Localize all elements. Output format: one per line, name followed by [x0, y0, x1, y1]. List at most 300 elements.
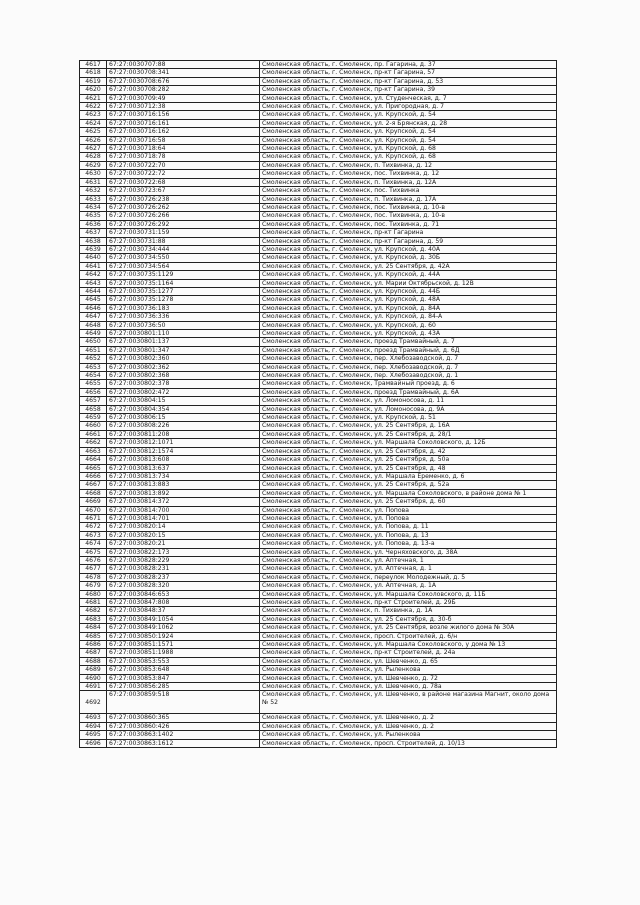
table-row [80, 262, 557, 270]
table-row [80, 548, 557, 556]
cadastral-number-cell: 67:27:0030846:653 [107, 590, 260, 598]
row-number-cell: 4664 [80, 456, 107, 464]
table-row [80, 111, 557, 119]
cadastral-number-cell: 67:27:0030716:58 [107, 136, 260, 144]
row-number-cell: 4672 [80, 523, 107, 531]
table-row [80, 481, 557, 489]
registry-table [79, 60, 557, 748]
cadastral-number-cell: 67:27:0030811:208 [107, 430, 260, 438]
row-number-cell: 4620 [80, 86, 107, 94]
row-number-cell: 4655 [80, 380, 107, 388]
row-number-cell: 4677 [80, 565, 107, 573]
row-number-cell: 4684 [80, 624, 107, 632]
table-row [80, 61, 557, 69]
address-cell: Смоленская область, г. Смоленск, ул. Шевченко, в районе магазина Магнит, около дома № 52 [260, 691, 557, 714]
table-row [80, 649, 557, 657]
address-cell: Смоленская область, г. Смоленск, ул. Рыленкова [260, 731, 557, 739]
cadastral-number-cell: 67:27:0030849:1062 [107, 624, 260, 632]
address-cell: Смоленская область, г. Смоленск, ул. Аптечная, 1 [260, 556, 557, 564]
table-row [80, 86, 557, 94]
row-number-cell: 4644 [80, 287, 107, 295]
address-cell: Смоленская область, г. Смоленск, Трамвайный проезд, д. 6 [260, 380, 557, 388]
address-cell: Смоленская область, г. Смоленск, ул. 25 Сентября, д. 42 [260, 447, 557, 455]
address-cell: Смоленская область, г. Смоленск, ул. 25 Сентября, д. 52а [260, 481, 557, 489]
table-row [80, 691, 557, 714]
table-row [80, 195, 557, 203]
cadastral-number-cell: 67:27:0030731:88 [107, 237, 260, 245]
row-number-cell: 4629 [80, 161, 107, 169]
row-number-cell: 4630 [80, 170, 107, 178]
row-number-cell: 4689 [80, 666, 107, 674]
table-row [80, 582, 557, 590]
address-cell: Смоленская область, г. Смоленск, пос. Тихвинка [260, 187, 557, 195]
table-row [80, 145, 557, 153]
cadastral-number-cell: 67:27:0030722:70 [107, 161, 260, 169]
address-cell: Смоленская область, г. Смоленск, ул. Ломоносова, д. 11 [260, 397, 557, 405]
address-cell: Смоленская область, г. Смоленск, пр-кт Строителей, д. 29Б [260, 599, 557, 607]
cadastral-number-cell: 67:27:0030853:847 [107, 674, 260, 682]
address-cell: Смоленская область, г. Смоленск, ул. Крупской, д. 60 [260, 321, 557, 329]
address-cell: Смоленская область, г. Смоленск, ул. Крупской, д. 43А [260, 330, 557, 338]
table-row [80, 739, 557, 747]
row-number-cell: 4631 [80, 178, 107, 186]
table-row [80, 599, 557, 607]
cadastral-number-cell: 67:27:0030804:354 [107, 405, 260, 413]
cadastral-number-cell: 67:27:0030723:67 [107, 187, 260, 195]
table-row [80, 624, 557, 632]
cadastral-number-cell: 67:27:0030735:1277 [107, 287, 260, 295]
table-row [80, 632, 557, 640]
table-row [80, 338, 557, 346]
row-number-cell: 4678 [80, 573, 107, 581]
cadastral-number-cell: 67:27:0030851:1571 [107, 641, 260, 649]
cadastral-number-cell: 67:27:0030735:1278 [107, 296, 260, 304]
address-cell: Смоленская область, г. Смоленск, ул. Крупской, д. 44Б [260, 287, 557, 295]
row-number-cell: 4683 [80, 615, 107, 623]
cadastral-number-cell: 67:27:0030802:368 [107, 372, 260, 380]
address-cell: Смоленская область, г. Смоленск, ул. Маршала Соколовского, в районе дома № 1 [260, 489, 557, 497]
address-cell: Смоленская область, г. Смоленск, п. Тихвинка, д. 12А [260, 178, 557, 186]
row-number-cell: 4632 [80, 187, 107, 195]
address-cell: Смоленская область, г. Смоленск, пр-кт Строителей, д. 24а [260, 649, 557, 657]
address-cell: Смоленская область, г. Смоленск, ул. Черняховского, д. 38А [260, 548, 557, 556]
row-number-cell: 4647 [80, 313, 107, 321]
cadastral-number-cell: 67:27:0030707:88 [107, 61, 260, 69]
address-cell: Смоленская область, г. Смоленск, ул. Марии Октябрьской, д. 12В [260, 279, 557, 287]
address-cell: Смоленская область, г. Смоленск, проезд Трамвайный, д. 6А [260, 388, 557, 396]
table-row [80, 136, 557, 144]
table-row [80, 187, 557, 195]
row-number-cell: 4622 [80, 103, 107, 111]
table-row [80, 506, 557, 514]
address-cell: Смоленская область, г. Смоленск, пр-кт Гагарина [260, 229, 557, 237]
row-number-cell: 4657 [80, 397, 107, 405]
address-cell: Смоленская область, г. Смоленск, ул. Крупской, д. 84А [260, 304, 557, 312]
row-number-cell: 4642 [80, 271, 107, 279]
table-row [80, 153, 557, 161]
address-cell: Смоленская область, г. Смоленск, пр-кт Гагарина, д. 53 [260, 77, 557, 85]
address-cell: Смоленская область, г. Смоленск, ул. 25 Сентября, д. 42А [260, 262, 557, 270]
address-cell: Смоленская область, г. Смоленск, пер. Хлебозаводской, д. 1 [260, 372, 557, 380]
cadastral-number-cell: 67:27:0030820:14 [107, 523, 260, 531]
cadastral-number-cell: 67:27:0030820:21 [107, 540, 260, 548]
address-cell: Смоленская область, г. Смоленск, ул. Аптечная, д. 1 [260, 565, 557, 573]
address-cell: Смоленская область, г. Смоленск, ул. Шевченко, д. 65 [260, 657, 557, 665]
row-number-cell: 4661 [80, 430, 107, 438]
address-cell: Смоленская область, г. Смоленск, ул. 2-я Брянская, д. 28 [260, 119, 557, 127]
address-cell: Смоленская область, г. Смоленск, ул. 25 Сентября, д. 28/1 [260, 430, 557, 438]
row-number-cell: 4633 [80, 195, 107, 203]
row-number-cell: 4659 [80, 414, 107, 422]
address-cell: Смоленская область, г. Смоленск, просп. Строителей, д. 10/13 [260, 739, 557, 747]
table-row [80, 229, 557, 237]
address-cell: Смоленская область, г. Смоленск, ул. Крупской, д. 54 [260, 111, 557, 119]
cadastral-number-cell: 67:27:0030806:15 [107, 414, 260, 422]
address-cell: Смоленская область, г. Смоленск, ул. Крупской, д. 68 [260, 153, 557, 161]
row-number-cell: 4638 [80, 237, 107, 245]
row-number-cell: 4635 [80, 212, 107, 220]
table-row [80, 77, 557, 85]
address-cell: Смоленская область, г. Смоленск, ул. Шевченко, д. 2 [260, 714, 557, 722]
row-number-cell: 4666 [80, 472, 107, 480]
row-number-cell: 4660 [80, 422, 107, 430]
cadastral-number-cell: 67:27:0030734:444 [107, 245, 260, 253]
address-cell: Смоленская область, г. Смоленск, ул. Студенческая, д. 7 [260, 94, 557, 102]
cadastral-number-cell: 67:27:0030726:266 [107, 212, 260, 220]
address-cell: Смоленская область, г. Смоленск, ул. Ломоносова, д. 9А [260, 405, 557, 413]
table-row [80, 346, 557, 354]
table-row [80, 641, 557, 649]
address-cell: Смоленская область, г. Смоленск, ул. 25 Сентября, д. 30-б [260, 615, 557, 623]
address-cell: Смоленская область, г. Смоленск, ул. 25 Сентября, д. 48 [260, 464, 557, 472]
table-row [80, 414, 557, 422]
table-row [80, 119, 557, 127]
address-cell: Смоленская область, г. Смоленск, пос. Тихвинка, д. 10-в [260, 212, 557, 220]
address-cell: Смоленская область, г. Смоленск, ул. Рыленкова [260, 666, 557, 674]
cadastral-number-cell: 67:27:0030853:553 [107, 657, 260, 665]
table-row [80, 212, 557, 220]
table-row [80, 498, 557, 506]
row-number-cell: 4696 [80, 739, 107, 747]
cadastral-number-cell: 67:27:0030822:173 [107, 548, 260, 556]
cadastral-number-cell: 67:27:0030804:15 [107, 397, 260, 405]
row-number-cell: 4680 [80, 590, 107, 598]
cadastral-number-cell: 67:27:0030814:372 [107, 498, 260, 506]
row-number-cell: 4651 [80, 346, 107, 354]
table-row [80, 372, 557, 380]
address-cell: Смоленская область, г. Смоленск, пос. Тихвинка, д. 71 [260, 220, 557, 228]
row-number-cell: 4674 [80, 540, 107, 548]
table-row [80, 397, 557, 405]
address-cell: Смоленская область, г. Смоленск, ул. 25 Сентября, д. 16А [260, 422, 557, 430]
table-row [80, 472, 557, 480]
row-number-cell: 4688 [80, 657, 107, 665]
cadastral-number-cell: 67:27:0030716:161 [107, 119, 260, 127]
table-row [80, 666, 557, 674]
cadastral-number-cell: 67:27:0030813:734 [107, 472, 260, 480]
cadastral-number-cell: 67:27:0030718:64 [107, 145, 260, 153]
row-number-cell: 4687 [80, 649, 107, 657]
table-row [80, 565, 557, 573]
row-number-cell: 4695 [80, 731, 107, 739]
table-row [80, 615, 557, 623]
table-row [80, 464, 557, 472]
table-row [80, 607, 557, 615]
address-cell: Смоленская область, г. Смоленск, ул. Маршала Соколовского, д. 11Б [260, 590, 557, 598]
table-row [80, 714, 557, 722]
table-row [80, 245, 557, 253]
table-row [80, 220, 557, 228]
table-row [80, 722, 557, 730]
table-row [80, 279, 557, 287]
table-row [80, 523, 557, 531]
address-cell: Смоленская область, г. Смоленск, ул. Крупской, д. 40А [260, 245, 557, 253]
row-number-cell: 4648 [80, 321, 107, 329]
cadastral-number-cell: 67:27:0030813:892 [107, 489, 260, 497]
row-number-cell: 4665 [80, 464, 107, 472]
cadastral-number-cell: 67:27:0030849:1054 [107, 615, 260, 623]
table-row [80, 422, 557, 430]
row-number-cell: 4681 [80, 599, 107, 607]
address-cell: Смоленская область, г. Смоленск, ул. Попова, д. 13 [260, 531, 557, 539]
address-cell: Смоленская область, г. Смоленск, ул. Пригородная, д. 7 [260, 103, 557, 111]
cadastral-number-cell: 67:27:0030828:320 [107, 582, 260, 590]
row-number-cell: 4637 [80, 229, 107, 237]
row-number-cell: 4626 [80, 136, 107, 144]
table-row [80, 94, 557, 102]
row-number-cell: 4663 [80, 447, 107, 455]
address-cell: Смоленская область, г. Смоленск, ул. Шевченко, д. 72 [260, 674, 557, 682]
address-cell: Смоленская область, г. Смоленск, п. Тихвинка, д. 17А [260, 195, 557, 203]
table-row [80, 556, 557, 564]
address-cell: Смоленская область, г. Смоленск, ул. Крупской, д. 44А [260, 271, 557, 279]
row-number-cell: 4653 [80, 363, 107, 371]
address-cell: Смоленская область, г. Смоленск, переулок Молодежный, д. 5 [260, 573, 557, 581]
cadastral-number-cell: 67:27:0030820:15 [107, 531, 260, 539]
address-cell: Смоленская область, г. Смоленск, проезд Трамвайный, д. 7 [260, 338, 557, 346]
cadastral-number-cell: 67:27:0030851:1988 [107, 649, 260, 657]
row-number-cell: 4658 [80, 405, 107, 413]
table-row [80, 237, 557, 245]
table-row [80, 573, 557, 581]
cadastral-number-cell: 67:27:0030813:637 [107, 464, 260, 472]
address-cell: Смоленская область, г. Смоленск, ул. Маршала Еременко, д. 6 [260, 472, 557, 480]
row-number-cell: 4690 [80, 674, 107, 682]
table-row [80, 590, 557, 598]
table-row [80, 103, 557, 111]
row-number-cell: 4652 [80, 355, 107, 363]
row-number-cell: 4669 [80, 498, 107, 506]
row-number-cell: 4640 [80, 254, 107, 262]
cadastral-number-cell: 67:27:0030863:1612 [107, 739, 260, 747]
cadastral-number-cell: 67:27:0030813:608 [107, 456, 260, 464]
table-row [80, 531, 557, 539]
row-number-cell: 4617 [80, 61, 107, 69]
address-cell: Смоленская область, г. Смоленск, ул. 25 Сентября, возле жилого дома № 30А [260, 624, 557, 632]
row-number-cell: 4676 [80, 556, 107, 564]
cadastral-number-cell: 67:27:0030716:162 [107, 128, 260, 136]
cadastral-number-cell: 67:27:0030802:378 [107, 380, 260, 388]
table-row [80, 178, 557, 186]
address-cell: Смоленская область, г. Смоленск, ул. Шевченко, д. 2 [260, 722, 557, 730]
row-number-cell: 4623 [80, 111, 107, 119]
cadastral-number-cell: 67:27:0030708:341 [107, 69, 260, 77]
row-number-cell: 4634 [80, 203, 107, 211]
address-cell: Смоленская область, г. Смоленск, пр-кт Гагарина, 39 [260, 86, 557, 94]
cadastral-number-cell: 67:27:0030731:159 [107, 229, 260, 237]
table-row [80, 170, 557, 178]
row-number-cell: 4627 [80, 145, 107, 153]
cadastral-number-cell: 67:27:0030736:183 [107, 304, 260, 312]
row-number-cell: 4618 [80, 69, 107, 77]
address-cell: Смоленская область, г. Смоленск, ул. Крупской, д. 68 [260, 145, 557, 153]
table-row [80, 439, 557, 447]
address-cell: Смоленская область, г. Смоленск, п. Тихвинка, д. 12 [260, 161, 557, 169]
row-number-cell: 4628 [80, 153, 107, 161]
row-number-cell: 4686 [80, 641, 107, 649]
address-cell: Смоленская область, г. Смоленск, просп. Строителей, д. 6/н [260, 632, 557, 640]
cadastral-number-cell: 67:27:0030828:231 [107, 565, 260, 573]
cadastral-number-cell: 67:27:0030736:50 [107, 321, 260, 329]
table-row [80, 405, 557, 413]
cadastral-number-cell: 67:27:0030848:37 [107, 607, 260, 615]
table-row [80, 128, 557, 136]
row-number-cell: 4673 [80, 531, 107, 539]
address-cell: Смоленская область, г. Смоленск, пр-кт Гагарина, д. 59 [260, 237, 557, 245]
row-number-cell: 4694 [80, 722, 107, 730]
table-row [80, 456, 557, 464]
cadastral-number-cell: 67:27:0030709:49 [107, 94, 260, 102]
cadastral-number-cell: 67:27:0030813:883 [107, 481, 260, 489]
table-row [80, 731, 557, 739]
table-row [80, 388, 557, 396]
cadastral-number-cell: 67:27:0030814:700 [107, 506, 260, 514]
address-cell: Смоленская область, г. Смоленск, ул. 25 Сентября, д. 60 [260, 498, 557, 506]
row-number-cell: 4641 [80, 262, 107, 270]
address-cell: Смоленская область, г. Смоленск, пер. Хлебозаводской, д. 7 [260, 355, 557, 363]
cadastral-number-cell: 67:27:0030708:282 [107, 86, 260, 94]
cadastral-number-cell: 67:27:0030734:550 [107, 254, 260, 262]
cadastral-number-cell: 67:27:0030802:360 [107, 355, 260, 363]
address-cell: Смоленская область, г. Смоленск, проезд Трамвайный, д. 6Д [260, 346, 557, 354]
table-row [80, 355, 557, 363]
cadastral-number-cell: 67:27:0030722:72 [107, 170, 260, 178]
address-cell: Смоленская область, г. Смоленск, п. Тихвинка, д. 1А [260, 607, 557, 615]
cadastral-number-cell: 67:27:0030860:426 [107, 722, 260, 730]
cadastral-number-cell: 67:27:0030718:78 [107, 153, 260, 161]
registry-table-body [80, 61, 557, 748]
address-cell: Смоленская область, г. Смоленск, ул. Крупской, д. 51 [260, 414, 557, 422]
row-number-cell: 4650 [80, 338, 107, 346]
cadastral-number-cell: 67:27:0030802:362 [107, 363, 260, 371]
table-row [80, 489, 557, 497]
cadastral-number-cell: 67:27:0030801:347 [107, 346, 260, 354]
address-cell: Смоленская область, г. Смоленск, ул. Попова [260, 506, 557, 514]
cadastral-number-cell: 67:27:0030802:472 [107, 388, 260, 396]
row-number-cell: 4656 [80, 388, 107, 396]
address-cell: Смоленская область, г. Смоленск, пер. Хлебозаводской, д. 7 [260, 363, 557, 371]
row-number-cell: 4670 [80, 506, 107, 514]
cadastral-number-cell: 67:27:0030734:564 [107, 262, 260, 270]
address-cell: Смоленская область, г. Смоленск, пр-кт Гагарина, 57 [260, 69, 557, 77]
table-row [80, 514, 557, 522]
address-cell: Смоленская область, г. Смоленск, ул. Шевченко, д. 78а [260, 683, 557, 691]
address-cell: Смоленская область, г. Смоленск, ул. Крупской, д. 48А [260, 296, 557, 304]
row-number-cell: 4685 [80, 632, 107, 640]
cadastral-number-cell: 67:27:0030722:68 [107, 178, 260, 186]
table-row [80, 296, 557, 304]
row-number-cell: 4667 [80, 481, 107, 489]
table-row [80, 304, 557, 312]
cadastral-number-cell: 67:27:0030801:137 [107, 338, 260, 346]
address-cell: Смоленская область, г. Смоленск, ул. Попова [260, 514, 557, 522]
row-number-cell: 4646 [80, 304, 107, 312]
table-row [80, 363, 557, 371]
row-number-cell: 4679 [80, 582, 107, 590]
row-number-cell: 4675 [80, 548, 107, 556]
cadastral-number-cell: 67:27:0030853:648 [107, 666, 260, 674]
row-number-cell: 4645 [80, 296, 107, 304]
address-cell: Смоленская область, г. Смоленск, пос. Тихвинка, д. 10-в [260, 203, 557, 211]
address-cell: Смоленская область, г. Смоленск, пр. Гагарина, д. 37 [260, 61, 557, 69]
table-row [80, 313, 557, 321]
table-row [80, 254, 557, 262]
address-cell: Смоленская область, г. Смоленск, ул. Маршала Соколовского, у дома № 13 [260, 641, 557, 649]
cadastral-number-cell: 67:27:0030814:701 [107, 514, 260, 522]
cadastral-number-cell: 67:27:0030859:518 [107, 691, 260, 714]
cadastral-number-cell: 67:27:0030801:110 [107, 330, 260, 338]
address-cell: Смоленская область, г. Смоленск, ул. Аптечная, д. 1А [260, 582, 557, 590]
table-row [80, 69, 557, 77]
cadastral-number-cell: 67:27:0030726:262 [107, 203, 260, 211]
cadastral-number-cell: 67:27:0030828:229 [107, 556, 260, 564]
row-number-cell: 4636 [80, 220, 107, 228]
row-number-cell: 4619 [80, 77, 107, 85]
cadastral-number-cell: 67:27:0030708:676 [107, 77, 260, 85]
address-cell: Смоленская область, г. Смоленск, ул. Маршала Соколовского, д. 12Б [260, 439, 557, 447]
table-row [80, 203, 557, 211]
table-row [80, 430, 557, 438]
address-cell: Смоленская область, г. Смоленск, ул. Крупской, д. 54 [260, 136, 557, 144]
cadastral-number-cell: 67:27:0030863:1402 [107, 731, 260, 739]
address-cell: Смоленская область, г. Смоленск, ул. Попова, д. 13-а [260, 540, 557, 548]
cadastral-number-cell: 67:27:0030847:808 [107, 599, 260, 607]
cadastral-number-cell: 67:27:0030735:1129 [107, 271, 260, 279]
address-cell: Смоленская область, г. Смоленск, пос. Тихвинка, д. 12 [260, 170, 557, 178]
row-number-cell: 4625 [80, 128, 107, 136]
cadastral-number-cell: 67:27:0030860:365 [107, 714, 260, 722]
address-cell: Смоленская область, г. Смоленск, ул. Крупской, д. 84-А [260, 313, 557, 321]
cadastral-number-cell: 67:27:0030850:1924 [107, 632, 260, 640]
row-number-cell: 4643 [80, 279, 107, 287]
cadastral-number-cell: 67:27:0030812:1574 [107, 447, 260, 455]
table-row [80, 330, 557, 338]
row-number-cell: 4693 [80, 714, 107, 722]
table-row [80, 674, 557, 682]
row-number-cell: 4682 [80, 607, 107, 615]
row-number-cell: 4692 [80, 691, 107, 714]
address-cell: Смоленская область, г. Смоленск, ул. Крупской, д. 54 [260, 128, 557, 136]
row-number-cell: 4654 [80, 372, 107, 380]
cadastral-number-cell: 67:27:0030712:38 [107, 103, 260, 111]
row-number-cell: 4671 [80, 514, 107, 522]
row-number-cell: 4649 [80, 330, 107, 338]
cadastral-number-cell: 67:27:0030736:336 [107, 313, 260, 321]
row-number-cell: 4668 [80, 489, 107, 497]
table-row [80, 657, 557, 665]
table-row [80, 287, 557, 295]
cadastral-number-cell: 67:27:0030856:285 [107, 683, 260, 691]
